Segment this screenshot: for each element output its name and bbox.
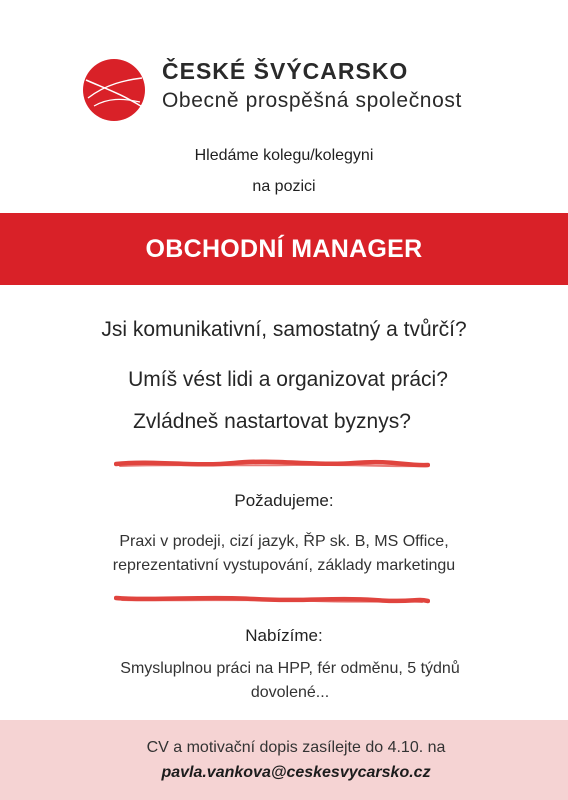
offer-text: [6, 657, 568, 705]
position-banner: [0, 213, 568, 285]
contact-instruction: CV a motivační dopis zasílejte do 4.10. na: [146, 739, 446, 756]
red-brush-divider: [114, 457, 430, 471]
contact-footer: [0, 720, 568, 800]
position-title: OBCHODNÍ MANAGER: [145, 234, 423, 263]
requirements-heading: Požadujeme:: [234, 491, 334, 510]
red-brush-divider: [114, 592, 430, 606]
intro-line-2: na pozici: [252, 178, 316, 195]
question-1: Jsi komunikativní, samostatný a tvůrčí?: [101, 318, 467, 341]
question-2: Umíš vést lidi a organizovat práci?: [128, 368, 448, 391]
offer-line-2: dovolené...: [250, 684, 330, 701]
intro-line-1: Hledáme kolegu/kolegyni: [194, 147, 374, 164]
org-logo: [82, 56, 552, 126]
requirements-line-2: reprezentativní vystupování, základy marketingu: [112, 557, 456, 574]
requirements-line-1: Praxi v prodeji, cizí jazyk, ŘP sk. B, MS Office,: [119, 533, 449, 550]
org-name: ČESKÉ ŠVÝCARSKO: [162, 58, 409, 84]
red-circle-logo-icon: [82, 58, 146, 122]
org-subtitle: Obecně prospěšná společnost: [162, 89, 462, 112]
question-3: Zvládneš nastartovat byznys?: [133, 410, 411, 433]
offer-line-1: Smysluplnou práci na HPP, fér odměnu, 5 týdnů: [120, 660, 460, 677]
requirements-text: [0, 530, 568, 578]
contact-email-link[interactable]: pavla.vankova@ceskesvycarsko.cz: [161, 764, 431, 781]
offer-heading: Nabízíme:: [245, 626, 323, 645]
